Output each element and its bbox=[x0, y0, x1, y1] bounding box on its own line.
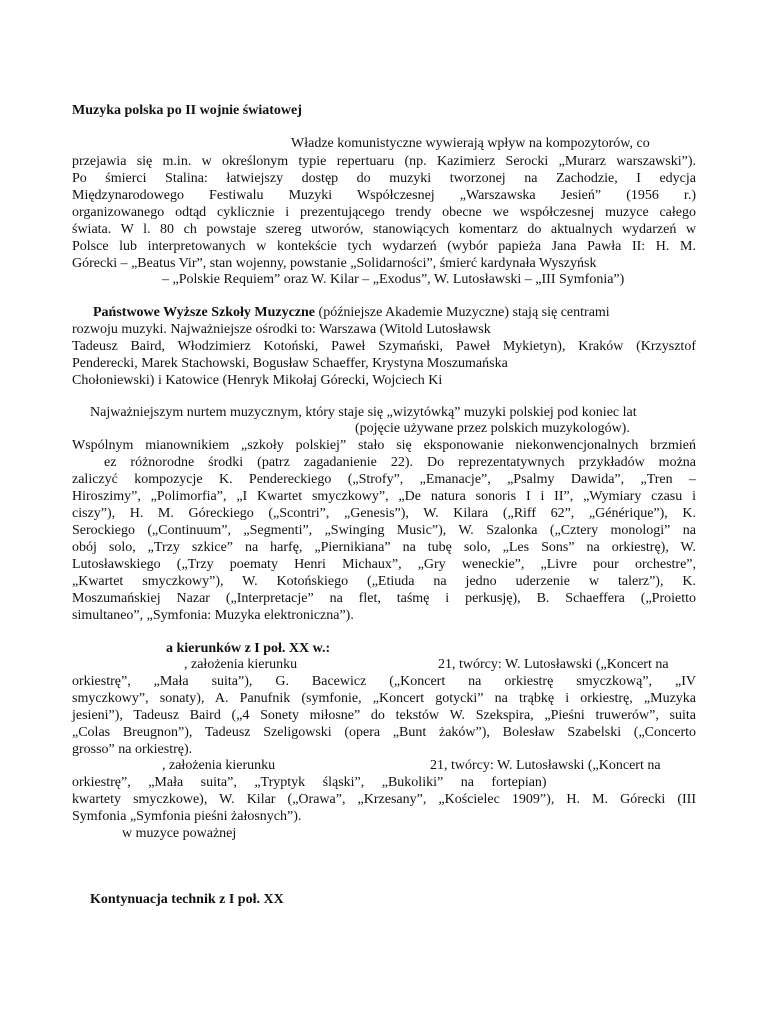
text-line: zaliczyć kompozycje K. Pendereckiego („Strofy”, „Emanacje”, „Psalmy Dawida”, „Tren – bbox=[72, 472, 696, 487]
text-line: 21, twórcy: W. Lutosławski („Koncert na bbox=[430, 758, 661, 773]
text-line: Polsce lub interpretowanych w kontekście tych wydarzeń (wybór papieża Jana Pawła II: H. M. bbox=[72, 239, 696, 254]
text-line: Hiroszimy”, „Polimorfia”, „I Kwartet smyczkowy”, „De natura sonoris I i II”, „Wymiary czasu i bbox=[72, 489, 696, 504]
text-line: – „Polskie Requiem” oraz W. Kilar – „Exodus”, W. Lutosławski – „III Symfonia”) bbox=[162, 272, 625, 287]
text-line: (pojęcie używane przez polskich muzykologów). bbox=[355, 421, 630, 436]
text-line: Po śmierci Stalina: łatwiejszy dostęp do muzyki tworzonej na Zachodzie, I edycja bbox=[72, 171, 696, 186]
text-line: jesieni”), Tadeusz Baird („4 Sonety miłosne” do tekstów W. Szekspira, „Pieśni truwerów”, suita bbox=[72, 708, 696, 723]
text-line: „Kwartet smyczkowy”), W. Kotońskiego („Etiuda na jedno uderzenie w talerz”), K. bbox=[72, 574, 696, 589]
text-line: Serockiego („Continuum”, „Segmenti”, „Swinging Music”), W. Szalonka („Cztery monologi” na bbox=[72, 523, 696, 538]
text-line: orkiestrę”, „Mała suita”), G. Bacewicz („Koncert na orkiestrę smyczkową”, „IV bbox=[72, 674, 696, 689]
text-line: Chołoniewski) i Katowice (Henryk Mikołaj Górecki, Wojciech Ki bbox=[72, 373, 443, 388]
text-line: Penderecki, Marek Stachowski, Bogusław Schaeffer, Krystyna Moszumańska bbox=[72, 356, 508, 371]
section-heading: a kierunków z I poł. XX w.: bbox=[166, 641, 331, 656]
text-line: Wspólnym mianownikiem „szkoły polskiej” stało się eksponowanie niekonwencjonalnych brzmień bbox=[72, 438, 696, 453]
text-span: (późniejsze Akademie Muzyczne) stają się centrami bbox=[315, 305, 610, 320]
text-line: rozwoju muzyki. Najważniejsze ośrodki to: Warszawa (Witold Lutosławsk bbox=[72, 322, 491, 337]
text-line: , założenia kierunku bbox=[184, 657, 298, 672]
text-line: orkiestrę”, „Mała suita”, „Tryptyk śląski”, „Bukoliki” na fortepian) bbox=[72, 775, 547, 790]
text-line: smyczkowy”, sonaty), A. Panufnik (symfonie, „Koncert gotycki” na trąbkę i orkiestrę, „Muzyka bbox=[72, 691, 696, 706]
text-line: Górecki – „Beatus Vir”, stan wojenny, powstanie „Solidarności”, śmierć kardynała Wyszyńsk bbox=[72, 256, 597, 271]
text-line: kwartety smyczkowe), W. Kilar („Orawa”, „Krzesany”, „Kościelec 1909”), H. M. Górecki (III bbox=[72, 792, 696, 807]
text-line: grosso” na orkiestrę). bbox=[72, 742, 193, 757]
text-line: obój solo, „Trzy szkice” na harfę, „Piernikiana” na tubę solo, „Les Sons” na orkiestrę), W. bbox=[72, 540, 696, 555]
text-line: „Colas Breugnon”), Tadeusz Szeligowski (opera „Bunt żaków”), Bolesław Szabelski („Concerto bbox=[72, 725, 696, 740]
text-line: , założenia kierunku bbox=[162, 758, 276, 773]
text-line: Władze komunistyczne wywierają wpływ na kompozytorów, co bbox=[291, 136, 650, 151]
text-line: Najważniejszym nurtem muzycznym, który staje się „wizytówką” muzyki polskiej pod koniec lat bbox=[90, 405, 637, 420]
bold-phrase: Państwowe Wyższe Szkoły Muzyczne bbox=[93, 305, 316, 320]
text-line: 21, twórcy: W. Lutosławski („Koncert na bbox=[438, 657, 669, 672]
text-line: przejawia się m.in. w określonym typie repertuaru (np. Kazimierz Serocki „Murarz warszawski”). bbox=[72, 154, 696, 169]
text-line: ciszy”), H. M. Góreckiego („Scontri”, „Genesis”), W. Kilara („Riff 62”, „Générique”), K. bbox=[72, 506, 696, 521]
text-line: ez różnorodne środki (patrz zagadanienie 22). Do reprezentatywnych przykładów można bbox=[104, 455, 696, 470]
text-line: Tadeusz Baird, Włodzimierz Kotoński, Paweł Szymański, Paweł Mykietyn), Kraków (Krzysztof bbox=[72, 339, 696, 354]
text-line: Moszumańskiej Nazar („Interpretacje” na flet, taśmę i perkusję), B. Schaeffera („Proietto bbox=[72, 591, 696, 606]
text-line: Międzynarodowego Festiwalu Muzyki Współczesnej „Warszawska Jesień” (1956 r.) bbox=[72, 188, 696, 203]
text-line: simultaneo”, „Symfonia: Muzyka elektroniczna”). bbox=[72, 608, 354, 623]
text-line: w muzyce poważnej bbox=[122, 826, 237, 841]
text-line: Lutosławskiego („Trzy poematy Henri Michaux”, „Gry weneckie”, „Livre pour orchestre”, bbox=[72, 557, 696, 572]
text-line: Symfonia „Symfonia pieśni żałosnych”). bbox=[72, 809, 302, 824]
section-heading: Kontynuacja technik z I poł. XX bbox=[90, 892, 284, 907]
text-line: świata. W l. 80 ch powstaje szereg utworów, stanowiących komentarz do aktualnych wydarzeń w bbox=[72, 222, 696, 237]
text-line bbox=[93, 305, 696, 321]
text-line: organizowanego odtąd cyklicznie i prezentującego trendy obecne we współczesnej muzyce całego bbox=[72, 205, 696, 220]
page-title: Muzyka polska po II wojnie światowej bbox=[72, 103, 302, 118]
